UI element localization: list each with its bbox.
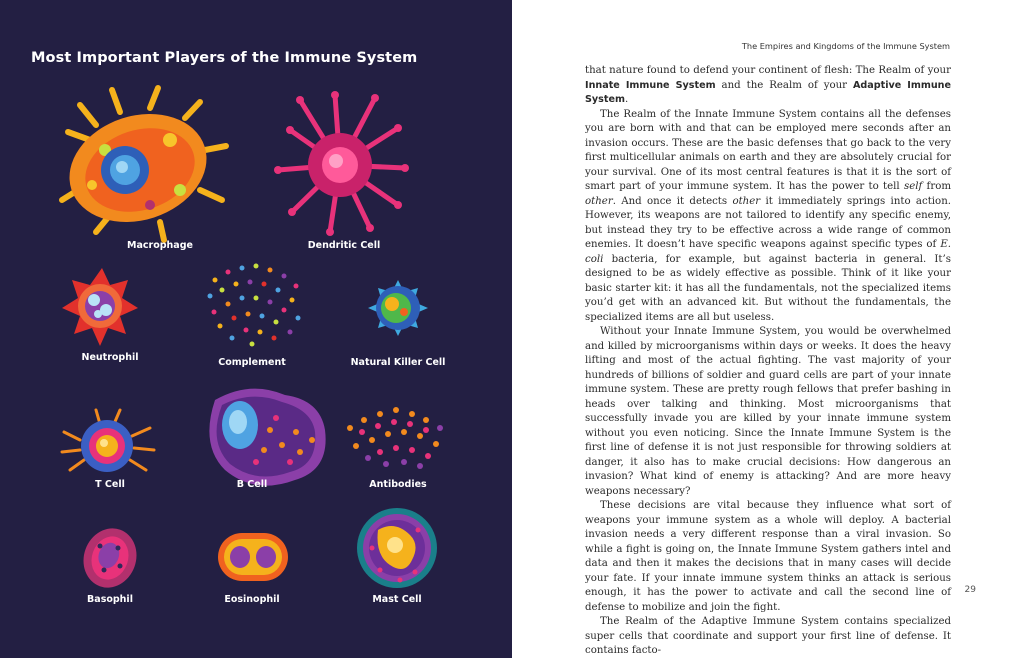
paragraph: These decisions are vital because they influence what sort of weapons your immune system as a whole will deploy. A bacterial invasion needs a very different response than a viral invasion. So while a fight is going on, the Innate Immune System gathers intel and data and then it makes the decisions that in many cases will decide your fate. If your innate immune system thinks an attack is serious enough, it has the power to activate and call the second line of defense to mobilize and join the fight. [585,500,951,613]
cell-label-mast-cell: Mast Cell [372,594,422,605]
cell-label-b-cell: B Cell [236,479,268,490]
text-run: The Realm of the Innate Immune System contains all the defenses you are born with and that can be employed mere seconds after an invasion occurs. These are the basic defenses that go back to the very first multicellular animals on earth and they are absolutely crucial for your survival. One of its most central features is that it is the sort of smart part of your immune system. It has the power to tell [585,108,951,192]
text-run: from [922,181,951,192]
cell-label-natural-killer-cell: Natural Killer Cell [350,357,446,368]
text-run: it immediately springs into action. However, its weapons are not tailored to identify any specific enemy, but instead they try to be effective across a wide range of common enemies. It doesn’t have specific weapons against specific types of [585,195,951,250]
page-number: 29 [964,585,976,595]
italic-term: other [732,195,761,207]
macrophage-illustration [55,88,226,240]
paragraph [585,64,951,108]
page-title: Most Important Players of the Immune System [31,50,418,66]
dendritic-cell-illustration [274,91,409,236]
italic-term: other [585,195,613,207]
text-run: . [624,94,629,105]
paragraph [585,108,951,326]
text-run: that nature found to defend your continent of flesh: The Realm of your [585,65,951,76]
cell-label-neutrophil: Neutrophil [81,352,139,363]
b-cell-illustration [209,389,325,486]
cell-label-dendritic-cell: Dendritic Cell [307,240,381,251]
text-run: . And once it detects [612,195,733,207]
bold-term: Innate Immune System [585,79,716,91]
italic-term: self [903,181,923,192]
eosinophil-illustration [218,533,288,581]
text-page [512,0,1024,658]
cell-label-antibodies: Antibodies [369,479,427,490]
text-run: bacteria, for example, but against bacteria in general. It’s designed to be as widely effective as possible. Think of it like your basic starter kit: it has all the fundamentals, not the specialized items you’d get with an advanced kit. But without the fundamentals, the specialized items are all but useless. [585,253,951,323]
basophil-illustration [75,521,144,595]
antibodies-illustration [347,407,443,469]
complement-illustration [208,264,301,347]
text-run: and the Realm of your [715,79,853,91]
running-header: The Empires and Kingdoms of the Immune System [741,41,950,51]
t-cell-illustration [62,410,154,472]
cell-label-macrophage: Macrophage [127,240,193,251]
body-text [585,64,951,658]
cell-label-t-cell: T Cell [95,479,125,490]
paragraph: Without your Innate Immune System, you would be overwhelmed and killed by microorganisms within days or weeks. It does the heavy lifting and most of the actual fighting. The vast majority of your hundreds of billions of soldier and guard cells are part of your innate immune system. These are pretty rough fellows that prefer bashing in heads over talking and thinking. Most microorganisms that successfully invade you are killed by your innate immune system without you even noticing. Since the Innate Immune System is the first line of defense it is not just responsible for throwing soldiers at danger, it also has to make crucial decisions: How dangerous an invasion? What kind of enemy is attacking? And are more heavy weapons necessary? [585,326,951,497]
italic-term: E. coli [585,239,951,265]
paragraph: The Realm of the Adaptive Immune System contains specialized super cells that coordinate and support your first line of defense. It contains facto- [585,616,951,656]
cell-label-complement: Complement [218,357,286,368]
natural-killer-cell-illustration [368,280,428,336]
cell-label-basophil: Basophil [87,594,133,605]
mast-cell-illustration [357,508,437,588]
bold-term: Adaptive Immune System [585,79,952,105]
neutrophil-illustration [62,268,138,346]
cell-label-eosinophil: Eosinophil [224,594,280,605]
